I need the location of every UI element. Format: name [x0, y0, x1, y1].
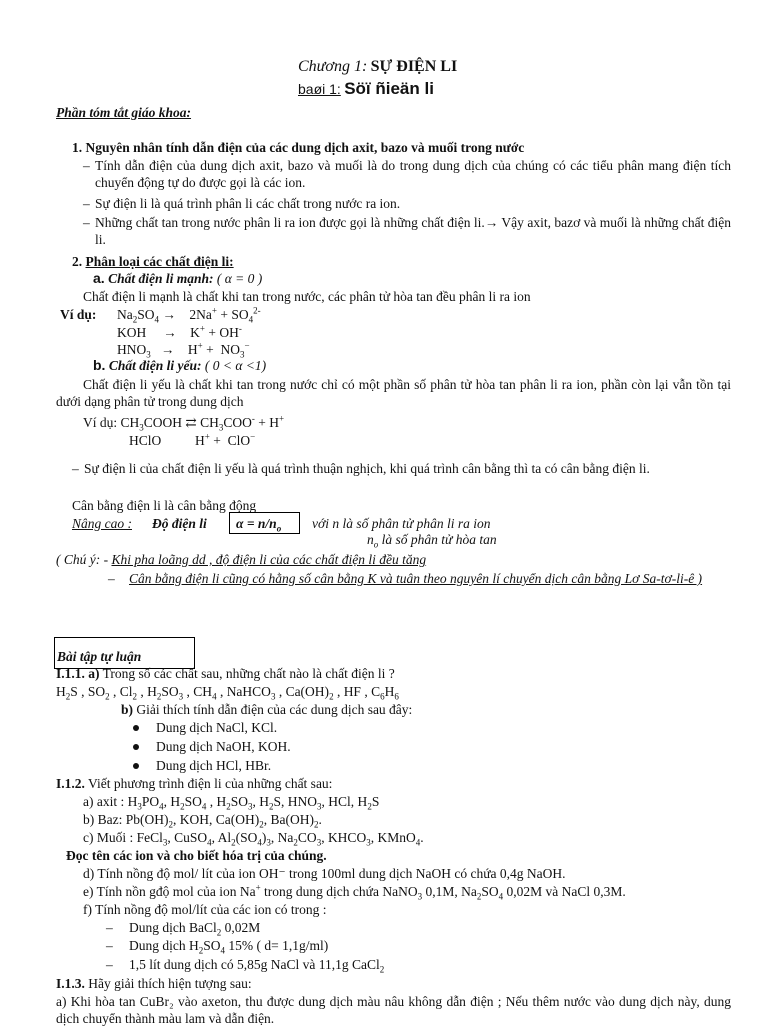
q112-bold-instruction: Đọc tên các ion và cho biết hóa trị của chúng.	[66, 848, 327, 863]
q111-b-text: Giải thích tính dẫn điện của các dung dịch sau đây:	[133, 702, 413, 717]
q112-f-item-3: 1,5 lít dung dịch có 5,85g NaCl và 11,1g CaCl$_2$	[129, 957, 385, 975]
bullet-icon	[133, 725, 139, 731]
q112-f-item-3-text: 1,5 lít dung dịch có 5,85g NaCl và 11,1g CaCl	[129, 957, 380, 972]
strong-condition: ( α = 0 )	[216, 271, 263, 286]
reversible-note: Sự điện li của chất điện li yếu là quá trình thuận nghịch, khi quá trình cân bằng thì ta có cân bằng điện li.	[84, 461, 650, 476]
eq-koh: KOH → K+ + OH-	[117, 323, 242, 340]
q111-text: Trong số các chất sau, những chất nào là chất điện li ?	[99, 666, 395, 681]
chapter-title: SỰ ĐIỆN LI	[370, 58, 458, 75]
q111-a-label: a)	[88, 666, 100, 681]
q112-f-item-2: Dung dịch $H_2SO_4$ 15% ( d= 1,1g/ml)	[129, 938, 329, 956]
section2-title	[72, 253, 234, 270]
item-b-label: b.	[93, 357, 106, 373]
chapter-label: Chương 1:	[298, 58, 368, 75]
section1-title: 1. Nguyên nhân tính dẫn điện của các dung dịch axit, bazo và muối trong nước	[72, 140, 525, 155]
dash-1: –	[83, 158, 90, 173]
strong-title: Chất điện li mạnh:	[108, 271, 214, 286]
no-symbol: n	[367, 532, 374, 547]
q112-a: a) axit : $H_3PO_4$, $H_2SO_4$ , $H_2SO_3$, $H_2S$, $HNO_3$, HCl, $H_2S$	[83, 794, 380, 812]
weak-example-ch3cooh: Ví dụ: $CH_3COOH$ ⇄ $CH_3COO^- + H^+$	[83, 413, 285, 433]
exercise-heading: Bài tập tự luận	[57, 649, 142, 664]
no-definition	[367, 531, 497, 548]
dash-2: –	[83, 196, 90, 211]
sec1-item-2: Sự điện li là quá trình phân li các chất trong nước ra ion.	[95, 196, 401, 211]
q112-f: f) Tính nồng độ mol/lít của các ion có trong :	[83, 902, 327, 917]
dash-6: –	[106, 920, 113, 935]
q112-f-item-1: Dung dịch BaCl$_2$ 0,02M	[129, 920, 261, 938]
n-definition: với n là số phân tử phân li ra ion	[312, 516, 491, 531]
q112-e: e) Tính nồn gđộ mol của ion Na+ trong dung dịch chứa NaNO$_3$ 0,1M, $Na_2SO_4$ 0,02M và NaCl 0,3M.	[83, 882, 626, 902]
note-dilution: Khi pha loãng dd , độ điện li của các chất điện li đều tăng	[111, 552, 427, 567]
q113-line	[56, 975, 252, 992]
q113-a: a) Khi hòa tan CuBr₂ vào axeton, thu được dung dịch màu nâu không dẫn điện ; Nếu thêm nước vào dung dịch này, dung dịch chuyển thành màu lam và dẫn điện.	[56, 994, 731, 1026]
lesson-heading	[298, 80, 434, 98]
no-subscript: o	[373, 539, 379, 550]
q113-text: Hãy giải thích hiện tượng sau:	[84, 976, 252, 991]
chapter-heading	[298, 58, 457, 75]
q111-number: I.1.1.	[56, 666, 85, 681]
dash-4: –	[72, 461, 79, 476]
summary-heading: Phần tóm tắt giáo khoa:	[56, 105, 192, 120]
equilibrium-text: Cân bằng điện li là cân bằng động	[72, 498, 257, 513]
note-equilibrium-constant: Cân bằng điện li cũng có hằng số cân bằng K và tuân theo nguyên lí chuyển dịch cân bằng Lơ Sa-tơ-li-ê )	[129, 571, 703, 586]
q111-b-item-1: Dung dịch NaCl, KCl.	[156, 720, 278, 735]
q112-line	[56, 775, 332, 792]
advanced-label: Nâng cao :	[72, 516, 132, 531]
weak-example-hclo: HClO H+ + ClO−	[129, 431, 256, 448]
q111-b-item-2: Dung dịch NaOH, KOH.	[156, 739, 291, 754]
weak-electrolyte-heading	[93, 357, 266, 374]
q112-number: I.1.2.	[56, 776, 85, 791]
dash-8: –	[106, 957, 113, 972]
q111-substances: $H_2S$ , $SO_2$ , $Cl_2$ , $H_2SO_3$ , $CH_4$ , NaHCO$_3$ , $Ca(OH)_2$ , HF , $C_6H_6$	[56, 684, 399, 702]
lesson-title: Söï ñieän li	[344, 79, 434, 98]
bullet-icon	[133, 763, 139, 769]
strong-electrolyte-heading	[93, 270, 262, 287]
dash-3: –	[83, 215, 90, 230]
dash-5: –	[108, 571, 115, 586]
sec1-item-3: Những chất tan trong nước phân li ra ion được gọi là những chất điện li.→ Vậy axit, bazơ và muối là những chất điện li.	[95, 215, 731, 247]
q113-number: I.1.3.	[56, 976, 85, 991]
note-prefix: ( Chú ý: -	[56, 552, 109, 567]
sec1-item-1: Tính dẫn điện của dung dịch axit, bazo và muối là do trong dung dịch của chúng có các tiểu phân mang điện tích chuyển động tự do được gọi là các ion.	[95, 158, 731, 190]
degree-label: Độ điện li	[152, 516, 207, 531]
degree-formula	[236, 515, 281, 532]
lesson-label: baøi 1:	[298, 81, 341, 97]
section2-number: 2.	[72, 254, 83, 269]
example-label: Ví dụ:	[60, 307, 97, 322]
q112-text: Viết phương trình điện li của những chất sau:	[84, 776, 333, 791]
weak-title: Chất điện li yếu:	[108, 358, 202, 373]
strong-description: Chất điện li mạnh là chất khi tan trong nước, các phân tử hòa tan đều phân li ra ion	[83, 289, 531, 304]
formula-subscript: o	[276, 523, 282, 534]
q112-c: c) Muối : FeCl$_3$, CuSO$_4$, $Al_2(SO_4)_3$, $Na_2CO_3$, $KHCO_3$, KMnO$_4$.	[83, 830, 424, 848]
q112-d: d) Tính nồng độ mol/ lít của ion OH⁻ trong 100ml dung dịch NaOH có chứa 0,4g NaOH.	[83, 866, 566, 881]
q111-b-label: b)	[121, 702, 134, 717]
no-definition-text: là số phân tử hòa tan	[378, 532, 497, 547]
weak-condition: ( 0 < α <1)	[204, 358, 267, 373]
eq-na2so4: $Na_2SO_4$ → $2Na^+ + SO_4^{2-}$	[117, 305, 261, 325]
q111-b-line	[121, 701, 412, 718]
q111-line	[56, 665, 395, 682]
formula-main: α = n/n	[236, 516, 277, 531]
bullet-icon	[133, 744, 139, 750]
weak-description: Chất điện li yếu là chất khi tan trong nước chỉ có một phần số phân tử hòa tan phân li ra ion, phần còn lại vẫn tồn tại dưới dạng phân tử trong dung dịch	[56, 377, 731, 409]
q111-b-item-3: Dung dịch HCl, HBr.	[156, 758, 272, 773]
dash-7: –	[106, 938, 113, 953]
weak-example-prefix: Ví dụ:	[83, 415, 118, 430]
note-line-1	[56, 551, 426, 568]
item-a-label: a.	[93, 270, 105, 286]
eq-hno3: $HNO_3$ → $H^+ + NO_3^-$	[117, 340, 250, 360]
section2-title-text: Phân loại các chất điện li:	[85, 254, 234, 269]
q112-b: b) Baz: $Pb(OH)_2$, KOH, $Ca(OH)_2$, $Ba(OH)_2$.	[83, 812, 322, 830]
